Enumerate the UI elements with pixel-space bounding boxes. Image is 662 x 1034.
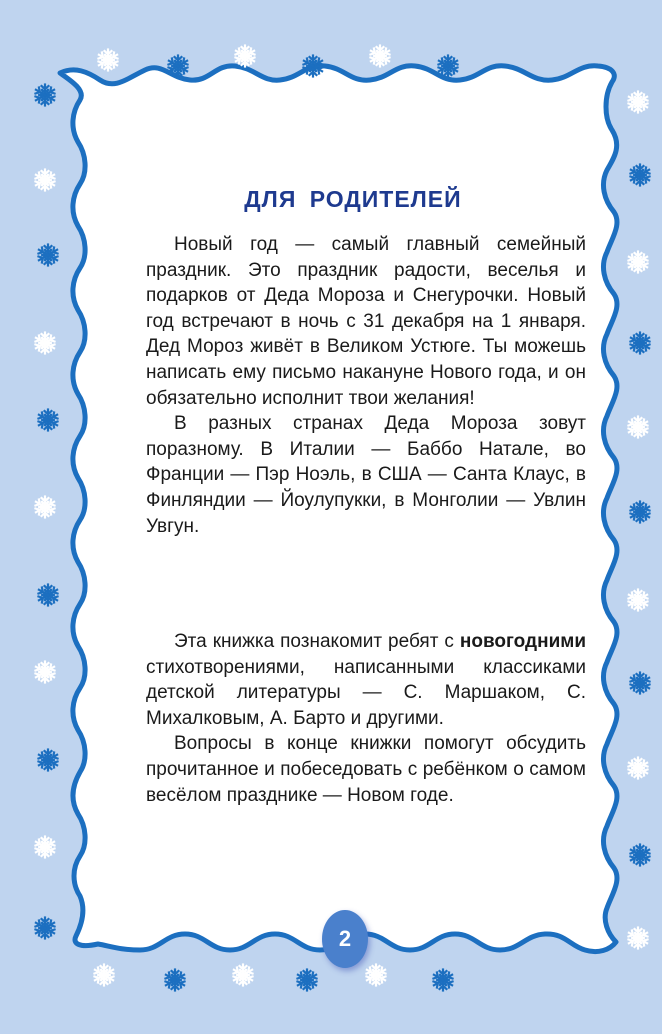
snowflake-icon	[626, 250, 650, 274]
text-span: стихотворениями, написанными классиками детской литературы — С. Маршаком, С. Михалковым, А. Барто и другими.	[146, 656, 586, 729]
snowflake-icon	[96, 48, 120, 72]
snowflake-icon	[628, 500, 652, 524]
snowflake-icon	[626, 90, 650, 114]
snowflake-icon	[92, 963, 116, 987]
snowflake-icon	[166, 54, 190, 78]
snowflake-icon	[33, 331, 57, 355]
paragraph-book-intro	[146, 629, 586, 731]
paragraph-questions: Вопросы в конце книжки помогут обсудить прочитанное и побеседовать с ребёнком о самом весёлом празднике — Новом годе.	[146, 733, 586, 806]
snowflake-icon	[33, 168, 57, 192]
snowflake-icon	[231, 963, 255, 987]
snowflake-icon	[36, 243, 60, 267]
snowflake-icon	[628, 163, 652, 187]
snowflake-icon	[33, 83, 57, 107]
snowflake-icon	[628, 671, 652, 695]
text-span: Эта книжка познакомит ребят с	[174, 631, 460, 652]
snowflake-icon	[163, 968, 187, 992]
snowflake-icon	[626, 926, 650, 950]
page-title: ДЛЯ РОДИТЕЛЕЙ	[244, 186, 462, 212]
snowflake-icon	[626, 756, 650, 780]
snowflake-icon	[36, 748, 60, 772]
snowflake-icon	[36, 408, 60, 432]
snowflake-icon	[33, 495, 57, 519]
snowflake-icon	[628, 331, 652, 355]
snowflake-icon	[364, 963, 388, 987]
snowflake-icon	[626, 588, 650, 612]
paragraph-santa-names: В разных странах Деда Мороза зовут поразному. В Италии — Баббо Натале, во Франции — Пэр Ноэль, в США — Санта Клаус, в Финляндии — Йоулупукки, в Монголии — Увлин Увгун.	[146, 413, 586, 537]
snowflake-icon	[301, 54, 325, 78]
bold-text: новогодними	[459, 631, 586, 652]
section-intro	[146, 232, 586, 539]
snowflake-icon	[233, 44, 257, 68]
snowflake-icon	[36, 583, 60, 607]
snowflake-icon	[626, 415, 650, 439]
snowflake-icon	[33, 835, 57, 859]
snowflake-icon	[33, 916, 57, 940]
snowflake-icon	[628, 843, 652, 867]
snowflake-icon	[436, 54, 460, 78]
snowflake-icon	[33, 660, 57, 684]
snowflake-icon	[431, 968, 455, 992]
page-number-badge: 2	[322, 910, 368, 968]
snowflake-icon	[368, 44, 392, 68]
snowflake-icon	[295, 968, 319, 992]
paragraph-new-year: Новый год — самый главный семейный праздник. Это праздник радости, веселья и подарков от Деда Мороза и Снегурочки. Новый год встречают в ночь с 31 декабря на 1 января. Дед Мороз живёт в Великом Устюге. Ты можешь написать ему письмо накануне Нового года, и он обязательно исполнит твои желания!	[146, 234, 586, 409]
section-about-book	[146, 629, 586, 808]
